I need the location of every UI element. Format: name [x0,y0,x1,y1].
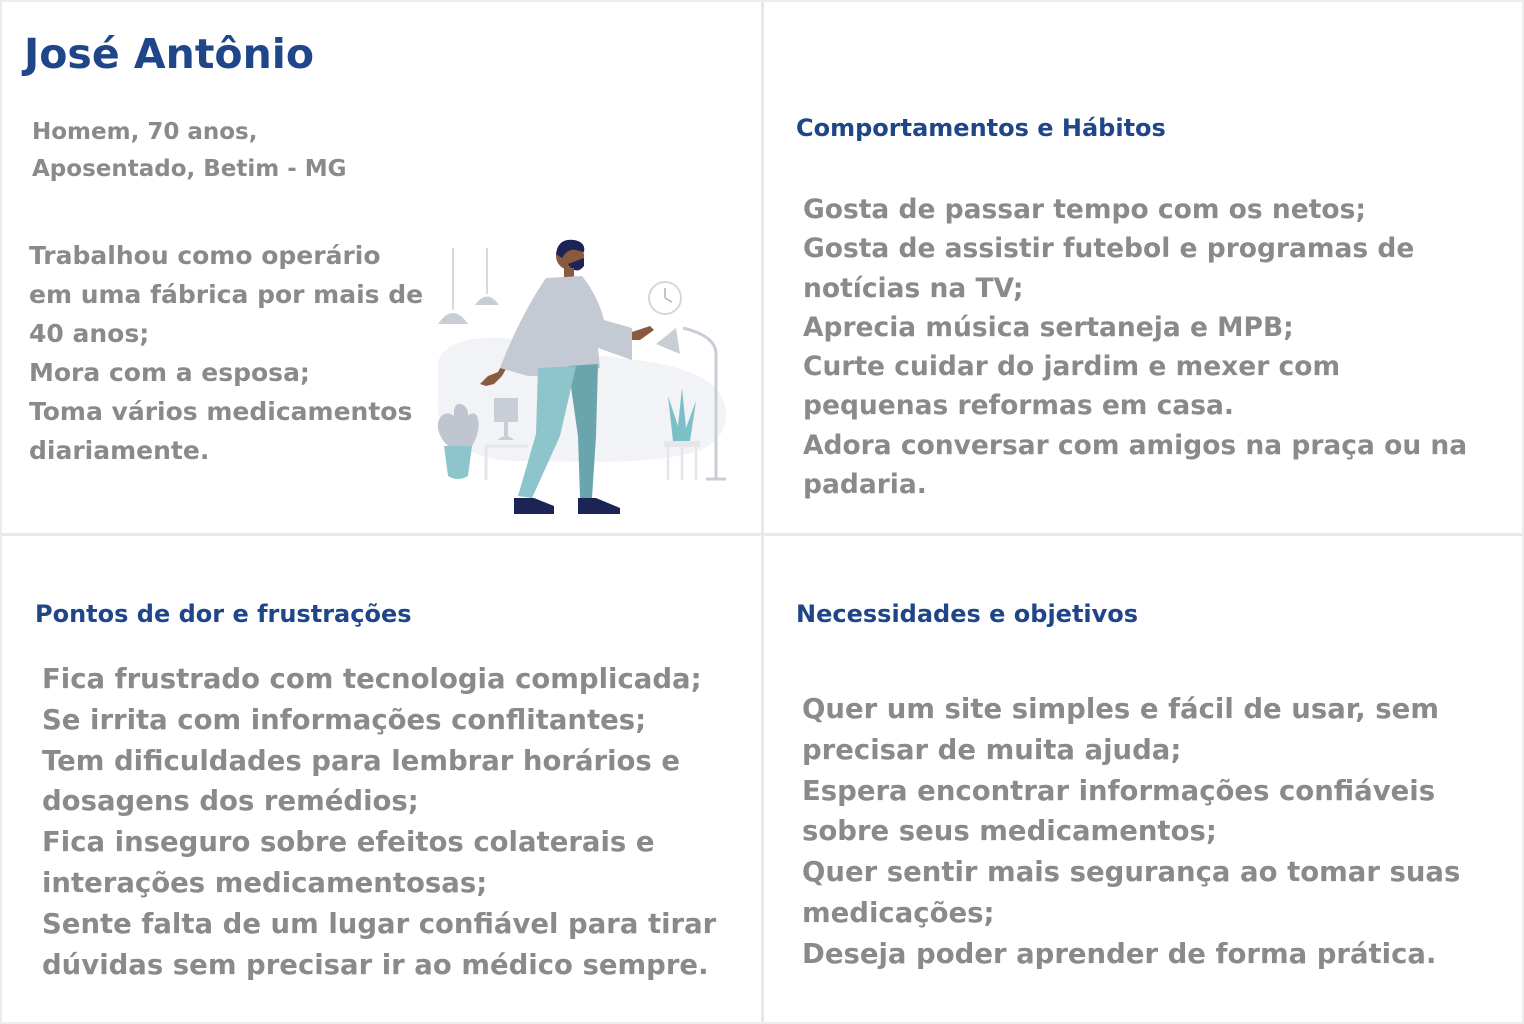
pain-item: Se irrita com informações conflitantes; [42,703,647,736]
persona-demographics: Homem, 70 anos, Aposentado, Betim - MG [32,119,347,182]
habit-item: Gosta de passar tempo com os netos; [803,194,1366,225]
person-arm-right [632,326,654,340]
pain-item: Fica frustrado com tecnologia complicada; [42,663,702,695]
pain-item: Tem dificuldades para lembrar horários e dosagens dos remédios; [42,744,680,818]
habit-item: Curte cuidar do jardim e mexer com pequenas reformas em casa. [803,351,1341,422]
pain-item: Fica inseguro sobre efeitos colaterais e interações medicamentosas; [42,826,655,899]
hanging-lamp-left [438,313,468,324]
persona-name: José Antônio [24,30,315,78]
bio-item: Trabalhou como operário em uma fábrica por mais de 40 anos; [29,241,424,348]
pains-list [42,659,742,985]
hanging-lamp-right [475,297,499,306]
bio-item: Mora com a esposa; [29,358,310,387]
need-item: Quer sentir mais segurança ao tomar suas medicações; [802,856,1461,929]
vertical-divider [761,2,764,1022]
person-shoe-right [578,498,620,514]
plant-left-pot [444,446,472,479]
horizontal-divider [2,533,1522,536]
pains-title: Pontos de dor e frustrações [35,600,412,628]
habit-item: Aprecia música sertaneja e MPB; [803,311,1294,343]
habits-list [803,190,1493,504]
man-walking-illustration [428,236,733,518]
bio-item: Toma vários medicamentos diariamente. [29,397,413,465]
table-lamp-shade [494,398,518,422]
habits-title: Comportamentos e Hábitos [796,114,1166,142]
habit-item: Adora conversar com amigos na praça ou na padaria. [803,429,1468,501]
need-item: Deseja poder aprender de forma prática. [802,937,1437,970]
need-item: Quer um site simples e fácil de usar, sem precisar de muita ajuda; [802,693,1439,766]
needs-list [802,689,1502,975]
needs-title: Necessidades e objetivos [796,600,1139,628]
habit-item: Gosta de assistir futebol e programas de notícias na TV; [803,233,1415,304]
plant-right-stand [664,441,700,447]
persona-bio [29,236,424,470]
need-item: Espera encontrar informações confiáveis sobre seus medicamentos; [802,774,1436,848]
person-shoe-left [514,498,554,514]
pain-item: Sente falta de um lugar confiável para tirar dúvidas sem precisar ir ao médico sempre. [42,907,717,981]
